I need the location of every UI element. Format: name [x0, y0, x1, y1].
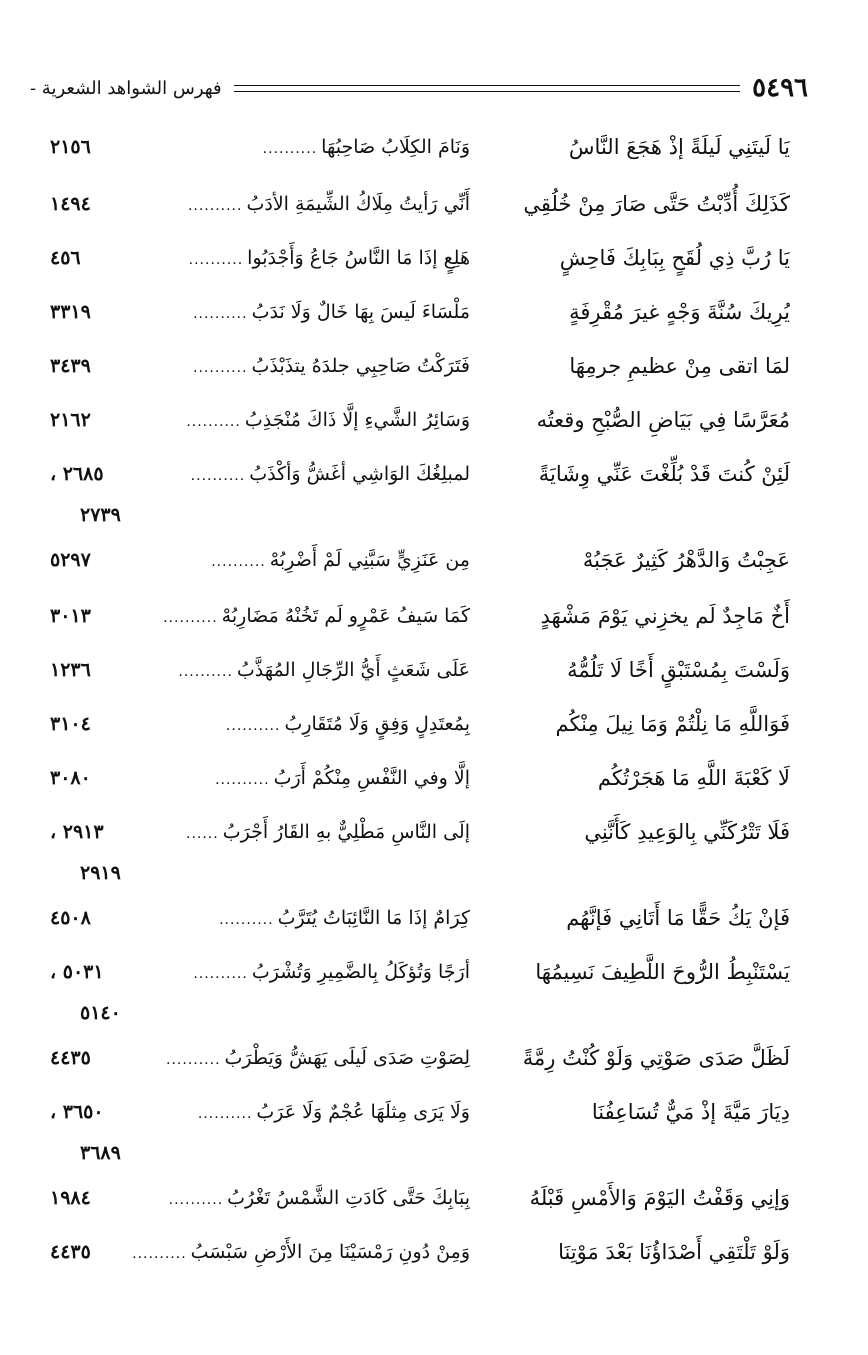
first-hemistich: مُعَرَّسًا فِي بَيَاضِ الصُّبْحِ وقعتُه — [536, 408, 790, 432]
second-hemistich-line — [50, 452, 470, 498]
verse-entry — [50, 594, 790, 638]
first-hemistich: فَإنْ يَكُ حَقًّا مَا أَتَانِي فَإنَّهُم — [566, 906, 790, 930]
reference-number: ٥٠٣١ ، — [50, 961, 104, 983]
reference-number: ٣٠٨٠ — [50, 767, 91, 789]
leader-dots: .......... — [168, 1192, 224, 1208]
second-hemistich-line — [50, 398, 470, 444]
first-hemistich: يَسْتَنْبِطُ الرُّوحَ اللَّطِيفَ نَسِيمُهَا — [535, 960, 790, 984]
first-hemistich: وَلَسْتَ بِمُسْتَبْقٍ أَخًا لَا تَلُمُّهُ — [567, 658, 790, 682]
verse-entry — [50, 1230, 790, 1274]
reference-number: ٢٦٨٥ ، — [50, 463, 104, 485]
leader-dots: .......... — [188, 252, 244, 268]
header-rule — [234, 85, 740, 92]
leader-dots: .......... — [186, 414, 241, 430]
leader-dots: ...... — [186, 826, 219, 842]
reference-number: ٤٤٣٥ — [50, 1047, 91, 1069]
second-hemistich-line — [50, 1230, 470, 1276]
verse-entry — [50, 344, 790, 388]
first-hemistich: أَخٌ مَاجِدٌ لَم يخزِني يَوْمَ مَشْهَدٍ — [540, 604, 790, 628]
reference-number: ٥٢٩٧ — [50, 549, 91, 571]
reference-number: ١٢٣٦ — [50, 659, 91, 681]
second-hemistich-line — [50, 594, 470, 640]
verse-entry — [50, 398, 790, 442]
leader-dots: .......... — [187, 198, 243, 214]
verse-entry — [50, 896, 790, 940]
second-hemistich: إلَّا وفي النَّفْسِ مِنْكُمْ أَرَبُ — [273, 767, 470, 789]
verse-entry — [50, 452, 790, 496]
verse-entry — [50, 290, 790, 334]
second-hemistich-line — [50, 648, 470, 694]
second-hemistich-line — [50, 1036, 470, 1082]
verse-entry — [50, 1090, 790, 1134]
second-hemistich: هَلِعٍ إذَا مَا النَّاسُ جَاعُ وَأَجْدَبُوا — [247, 247, 470, 269]
leader-dots: .......... — [219, 912, 274, 928]
second-hemistich: وَنَامَ الكِلَابُ صَاحِبُهَا — [321, 136, 470, 158]
second-hemistich: كِرَامٌ إذَا مَا النَّائِبَاتُ يُتَرَّبُ — [277, 907, 470, 929]
reference-continuation: ٥١٤٠ — [80, 1002, 121, 1024]
first-hemistich: لمَا اتقى مِنْ عظيمِ جرمِهَا — [569, 354, 790, 378]
first-hemistich: فَلَا تَتْرُكَنِّي بِالوَعِيدِ كَأَنَّنِي — [584, 820, 790, 844]
reference-number: ٤٥٦ — [50, 247, 81, 269]
second-hemistich-line — [50, 182, 470, 228]
reference-number: ٤٥٠٨ — [50, 907, 91, 929]
second-hemistich: بِبَابِكَ حَتَّى كَادَتِ الشَّمْسُ تَغْرُبُ — [227, 1187, 470, 1209]
verse-entry — [50, 182, 790, 226]
reference-number: ٣٤٣٩ — [50, 355, 91, 377]
reference-continuation: ٢٩١٩ — [80, 862, 121, 884]
first-hemistich: لَا كَعْبَةَ اللَّهِ مَا هَجَرْتُكُم — [597, 766, 790, 790]
reference-continuation: ٣٦٨٩ — [80, 1142, 121, 1164]
leader-dots: .......... — [190, 468, 246, 484]
second-hemistich-line — [50, 125, 470, 171]
second-hemistich: وَسَائِرُ الشَّيءِ إلَّا ذَاكَ مُنْجَذِبُ — [244, 409, 470, 431]
second-hemistich-line — [50, 950, 470, 996]
first-hemistich: لَظَلَّ صَدَى صَوْتِي وَلَوْ كُنْتُ رِمَّةً — [522, 1046, 790, 1070]
first-hemistich: وَلَوْ تَلْتَقِي أَصْدَاؤُنَا بَعْدَ مَوْتِنَا — [558, 1240, 790, 1264]
leader-dots: .......... — [193, 306, 248, 322]
second-hemistich: وَمِنْ دُونِ رَمْسَيْنَا مِنَ الأَرْضِ سَبْسَبُ — [190, 1241, 470, 1263]
verse-entry — [50, 125, 790, 169]
first-hemistich: يُرِيكَ سُنَّةَ وَجْهٍ غيرَ مُقْرِفَةٍ — [569, 300, 790, 324]
second-hemistich: وَلَا يَرَى مِثلَهَا عُجْمٌ وَلَا عَرَبُ — [256, 1101, 470, 1123]
second-hemistich: كَمَا سَيفُ عَمْرٍو لَم تَخُنْهُ مَضَارِبُهْ — [221, 605, 470, 627]
second-hemistich: فَتَرَكْتُ صَاحِبِي جلدَهُ يتذَبْذَبُ — [251, 355, 470, 377]
verse-entry — [50, 538, 790, 582]
first-hemistich: يَا لَيتَنِي لَيلَةً إذْ هَجَعَ النَّاسُ — [568, 135, 790, 159]
reference-number: ٣٣١٩ — [50, 301, 91, 323]
reference-number: ٢٩١٣ ، — [50, 821, 104, 843]
second-hemistich-line — [50, 810, 470, 856]
second-hemistich: عَلَى شَعَثٍ أَيُّ الرِّجَالِ المُهَذَّبُ — [236, 659, 470, 681]
page-number: ٥٤٩٦ — [752, 73, 808, 103]
verse-entry — [50, 1176, 790, 1220]
second-hemistich-line — [50, 702, 470, 748]
verse-entry — [50, 950, 790, 994]
reference-number: ٢١٥٦ — [50, 136, 91, 158]
leader-dots: .......... — [211, 554, 266, 570]
second-hemistich-line — [50, 538, 470, 584]
second-hemistich: أرَجًا وَتُؤكَلُ بِالضَّمِيرِ وَتُشْرَبُ — [251, 961, 470, 983]
second-hemistich: لمبلِغُكَ الوَاشِي أغَشُّ وَأكْذَبُ — [249, 463, 470, 485]
first-hemistich: عَجِبْتُ وَالدَّهْرُ كَثِيرٌ عَجَبُهْ — [582, 548, 790, 572]
second-hemistich-line — [50, 756, 470, 802]
page-header — [30, 70, 808, 106]
leader-dots: .......... — [193, 966, 248, 982]
first-hemistich: فَوَاللَّهِ مَا نِلْتُمْ وَمَا نِيلَ مِنْكُم — [555, 712, 790, 736]
reference-continuation: ٢٧٣٩ — [80, 504, 121, 526]
verse-entry — [50, 810, 790, 854]
second-hemistich: بِمُعتَدِلٍ وَفِقٍ وَلَا مُتَقَارِبُ — [284, 713, 470, 735]
second-hemistich-line — [50, 896, 470, 942]
verse-entry — [50, 1036, 790, 1080]
reference-number: ٣١٠٤ — [50, 713, 91, 735]
verse-entry — [50, 756, 790, 800]
leader-dots: .......... — [215, 772, 270, 788]
verse-entry — [50, 648, 790, 692]
reference-number: ٢١٦٢ — [50, 409, 91, 431]
reference-number: ١٤٩٤ — [50, 193, 91, 215]
reference-number: ٣٦٥٠ ، — [50, 1101, 104, 1123]
reference-number: ٣٠١٣ — [50, 605, 91, 627]
second-hemistich: مَلْسَاءَ لَيسَ بِهَا خَالٌ وَلَا نَدَبُ — [251, 301, 470, 323]
leader-dots: .......... — [193, 360, 248, 376]
second-hemistich-line — [50, 290, 470, 336]
first-hemistich: دِيَارَ مَيَّةَ إذْ مَيٌّ تُسَاعِفُنَا — [591, 1100, 790, 1124]
reference-number: ٤٤٣٥ — [50, 1241, 91, 1263]
second-hemistich-line — [50, 1176, 470, 1222]
first-hemistich: لَئِنْ كُنتَ قَدْ بُلِّغْتَ عَنِّي وِشَايَةً — [538, 462, 790, 486]
first-hemistich: كَذَلِكَ أُدِّبْتُ حَتَّى صَارَ مِنْ خُلُقِي — [523, 192, 790, 216]
running-title: فهرس الشواهد الشعرية - — [30, 77, 222, 99]
leader-dots: .......... — [262, 141, 318, 157]
second-hemistich: لِصَوْتِ صَدَى لَيلَى يَهَشُّ وَيَطْرَبُ — [224, 1047, 470, 1069]
leader-dots: .......... — [197, 1106, 253, 1122]
leader-dots: .......... — [225, 718, 281, 734]
second-hemistich: أَنِّي رَأيتُ مِلَاكُ الشِّيمَةِ الأدَبُ — [246, 193, 470, 215]
second-hemistich: مِن عَنَزِيٍّ سَبَّنِي لَمْ أَضْرِبُهْ — [269, 549, 470, 571]
verse-entry — [50, 702, 790, 746]
second-hemistich-line — [50, 236, 470, 282]
leader-dots: .......... — [178, 664, 233, 680]
leader-dots: .......... — [163, 610, 218, 626]
reference-number: ١٩٨٤ — [50, 1187, 91, 1209]
first-hemistich: وَإنِي وَقَفْتُ اليَوْمَ وَالأَمْسِ قَبْلَهُ — [529, 1186, 790, 1210]
second-hemistich-line — [50, 344, 470, 390]
verse-entry — [50, 236, 790, 280]
first-hemistich: يَا رُبَّ ذِي لُقَحٍ بِبَابِكَ فَاحِشٍ — [559, 246, 790, 270]
leader-dots: .......... — [132, 1246, 187, 1262]
second-hemistich: إلَى النَّاسِ مَطْلِيٌّ بهِ القَارُ أَجْرَبُ — [222, 821, 470, 843]
leader-dots: .......... — [166, 1052, 221, 1068]
second-hemistich-line — [50, 1090, 470, 1136]
